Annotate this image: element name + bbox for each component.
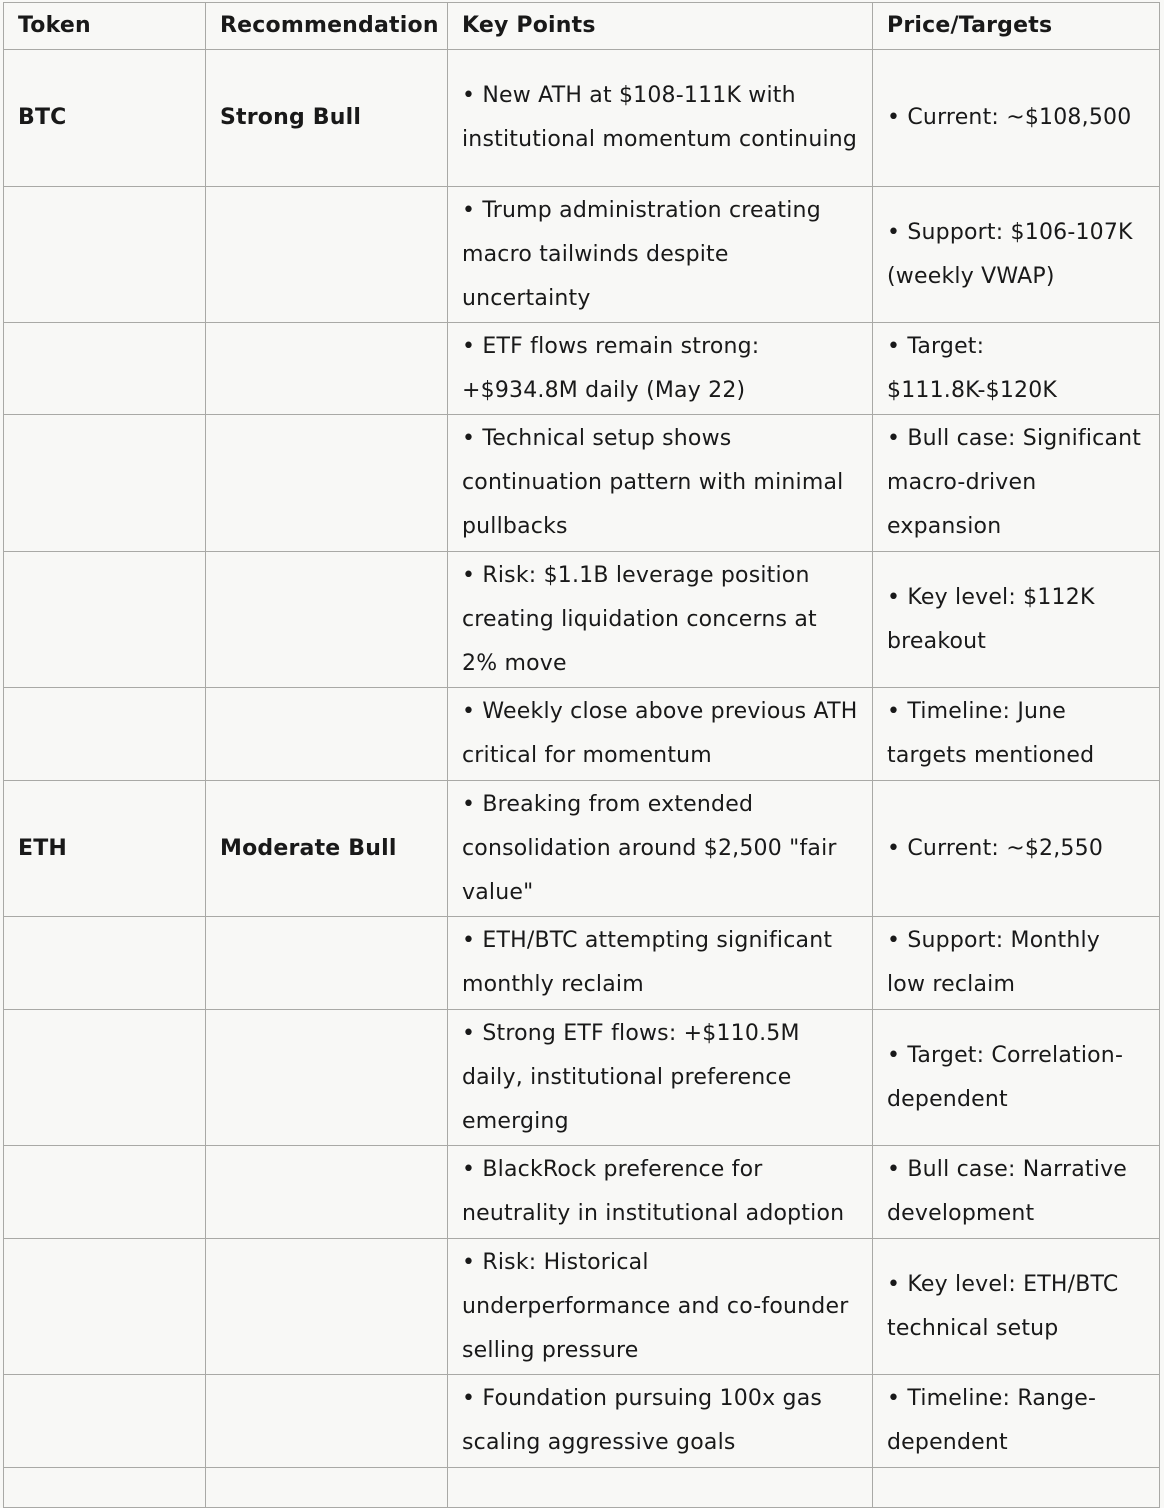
price-target-cell: • Timeline: June targets mentioned xyxy=(873,688,1160,781)
table-row xyxy=(4,1146,1160,1239)
key-point-cell: • New ATH at $108-111K with institutional momentum continuing xyxy=(448,50,873,187)
recommendation-cell xyxy=(206,552,448,688)
recommendation-cell xyxy=(206,1146,448,1239)
recommendation-cell: Moderate Bull xyxy=(206,781,448,917)
price-target-cell: • Target: $111.8K-$120K xyxy=(873,323,1160,415)
key-point-cell: • Breaking from extended consolidation around $2,500 "fair value" xyxy=(448,781,873,917)
recommendation-cell xyxy=(206,688,448,781)
key-point-cell: • ETF flows remain strong: +$934.8M daily (May 22) xyxy=(448,323,873,415)
price-target-cell: • Key level: ETH/BTC technical setup xyxy=(873,1239,1160,1375)
header-price-targets: Price/Targets xyxy=(873,3,1160,50)
token-cell xyxy=(4,552,206,688)
recommendation-table xyxy=(3,2,1160,1508)
key-point-cell: • ETH/BTC attempting significant monthly reclaim xyxy=(448,917,873,1010)
key-point-cell: • Strong ETF flows: +$110.5M daily, institutional preference emerging xyxy=(448,1010,873,1146)
token-cell: BTC xyxy=(4,50,206,187)
header-key-points: Key Points xyxy=(448,3,873,50)
key-point-cell: • Foundation pursuing 100x gas scaling aggressive goals xyxy=(448,1375,873,1468)
price-target-cell: • Support: Monthly low reclaim xyxy=(873,917,1160,1010)
table-row xyxy=(4,323,1160,415)
header-token: Token xyxy=(4,3,206,50)
recommendation-cell xyxy=(206,415,448,552)
table-row xyxy=(4,187,1160,323)
token-cell xyxy=(4,1146,206,1239)
table-row xyxy=(4,1375,1160,1468)
key-point-cell: • Technical setup shows continuation pattern with minimal pullbacks xyxy=(448,415,873,552)
recommendation-cell: Strong Bull xyxy=(206,50,448,187)
table-row xyxy=(4,415,1160,552)
token-cell xyxy=(4,917,206,1010)
price-target-cell: • Timeline: Range-dependent xyxy=(873,1375,1160,1468)
token-cell xyxy=(4,1010,206,1146)
table-row xyxy=(4,917,1160,1010)
recommendation-cell xyxy=(206,1239,448,1375)
key-point-cell: • Trump administration creating macro tailwinds despite uncertainty xyxy=(448,187,873,323)
table-row xyxy=(4,552,1160,688)
price-target-cell: • Target: Correlation-dependent xyxy=(873,1010,1160,1146)
key-point-cell xyxy=(448,1468,873,1508)
token-cell xyxy=(4,1239,206,1375)
table-body xyxy=(4,50,1160,1508)
price-target-cell xyxy=(873,1468,1160,1508)
recommendation-cell xyxy=(206,1010,448,1146)
price-target-cell: • Current: ~$108,500 xyxy=(873,50,1160,187)
price-target-cell: • Key level: $112K breakout xyxy=(873,552,1160,688)
table-row xyxy=(4,1468,1160,1508)
recommendation-cell xyxy=(206,323,448,415)
key-point-cell: • Risk: $1.1B leverage position creating liquidation concerns at 2% move xyxy=(448,552,873,688)
table-row xyxy=(4,688,1160,781)
key-point-cell: • BlackRock preference for neutrality in institutional adoption xyxy=(448,1146,873,1239)
price-target-cell: • Support: $106-107K (weekly VWAP) xyxy=(873,187,1160,323)
token-cell: ETH xyxy=(4,781,206,917)
recommendation-cell xyxy=(206,187,448,323)
token-cell xyxy=(4,1468,206,1508)
price-target-cell: • Bull case: Narrative development xyxy=(873,1146,1160,1239)
header-recommendation: Recommendation xyxy=(206,3,448,50)
table-row xyxy=(4,781,1160,917)
table-row xyxy=(4,1239,1160,1375)
recommendation-cell xyxy=(206,917,448,1010)
table-row xyxy=(4,50,1160,187)
header-row xyxy=(4,3,1160,50)
table-row xyxy=(4,1010,1160,1146)
recommendation-cell xyxy=(206,1468,448,1508)
key-point-cell: • Risk: Historical underperformance and co-founder selling pressure xyxy=(448,1239,873,1375)
token-cell xyxy=(4,415,206,552)
price-target-cell: • Current: ~$2,550 xyxy=(873,781,1160,917)
token-cell xyxy=(4,323,206,415)
recommendation-cell xyxy=(206,1375,448,1468)
key-point-cell: • Weekly close above previous ATH critical for momentum xyxy=(448,688,873,781)
token-cell xyxy=(4,187,206,323)
price-target-cell: • Bull case: Significant macro-driven expansion xyxy=(873,415,1160,552)
token-cell xyxy=(4,688,206,781)
token-cell xyxy=(4,1375,206,1468)
